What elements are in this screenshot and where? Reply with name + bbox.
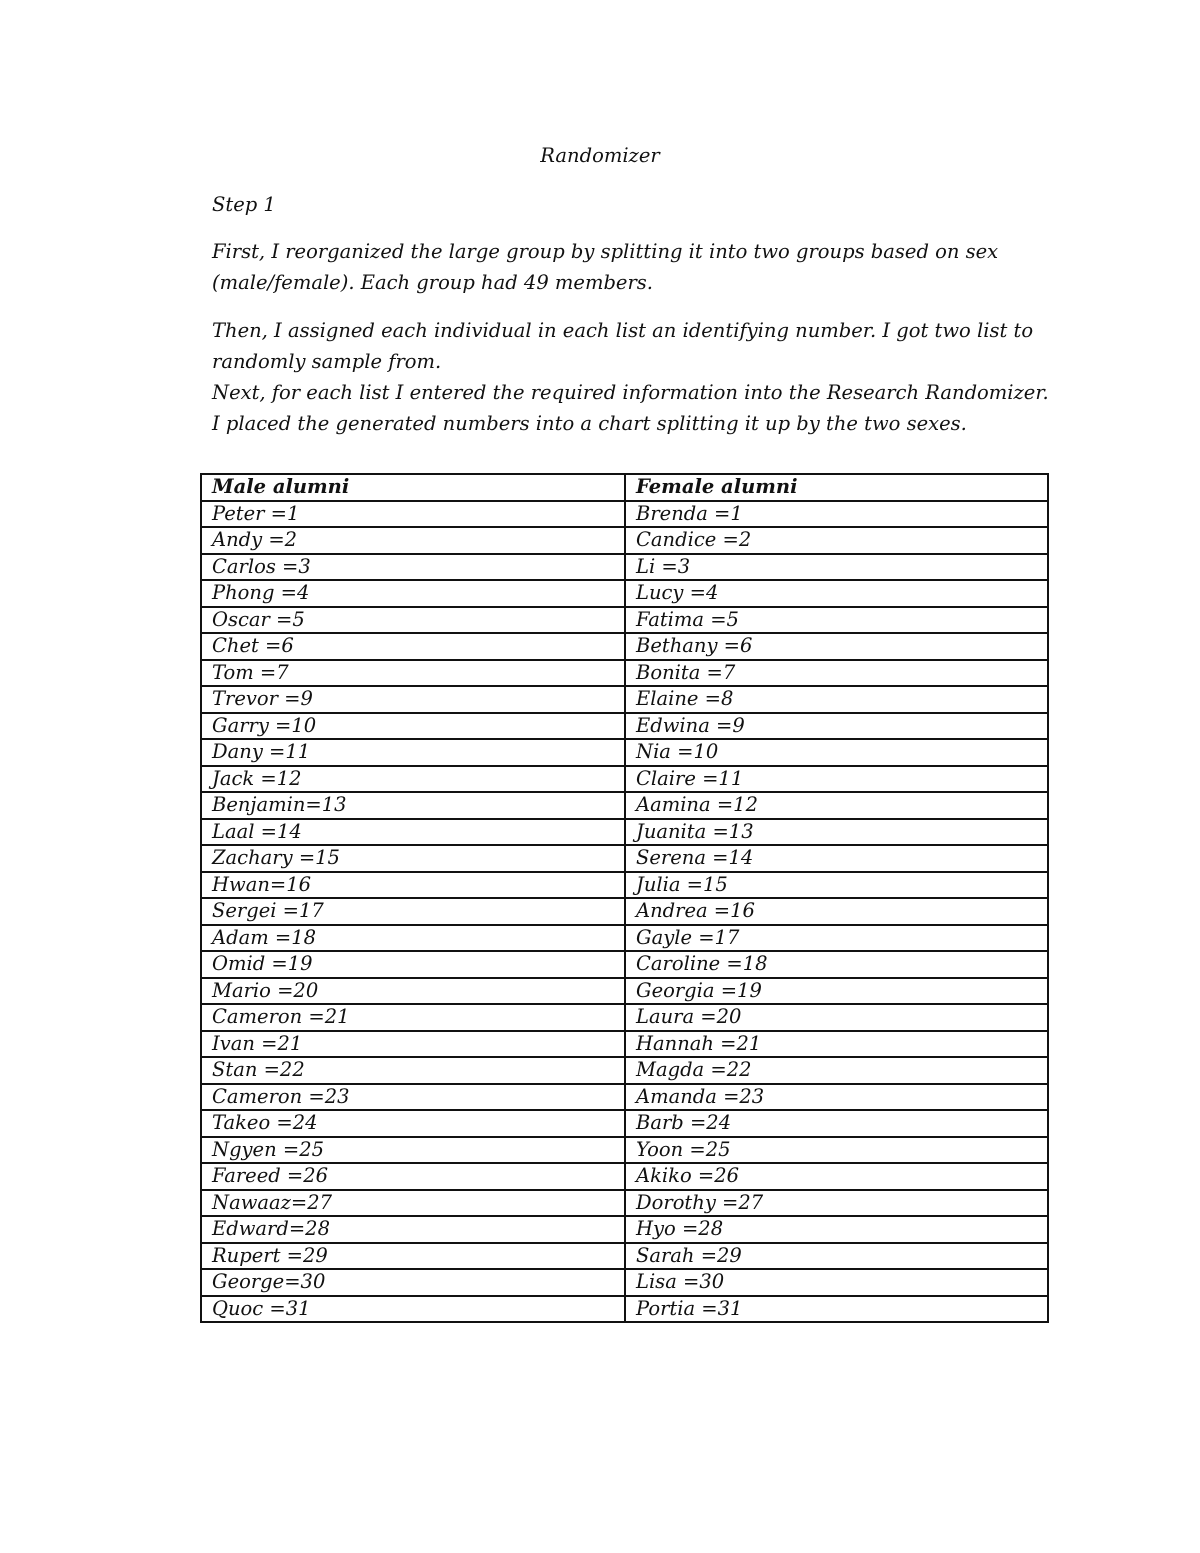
male-alumnus-cell: Edward=28 [201,1216,625,1243]
table-row [201,792,1048,819]
female-alumnus-cell: Georgia =19 [625,978,1048,1005]
paragraph-line: I placed the generated numbers into a chart splitting it up by the two sexes. [212,412,967,435]
female-alumnus-cell: Amanda =23 [625,1084,1048,1111]
female-alumnus-cell: Li =3 [625,554,1048,581]
female-alumnus-cell: Edwina =9 [625,713,1048,740]
table-row [201,607,1048,634]
paragraph-procedure [212,315,1052,439]
male-alumnus-cell: Laal =14 [201,819,625,846]
female-alumnus-cell: Candice =2 [625,527,1048,554]
table-row [201,1031,1048,1058]
female-alumnus-cell: Barb =24 [625,1110,1048,1137]
male-alumnus-cell: Zachary =15 [201,845,625,872]
table-row [201,1084,1048,1111]
female-alumnus-cell: Laura =20 [625,1004,1048,1031]
male-alumnus-cell: Ngyen =25 [201,1137,625,1164]
table-row [201,1296,1048,1323]
female-alumnus-cell: Caroline =18 [625,951,1048,978]
table-row [201,1004,1048,1031]
male-alumnus-cell: Ivan =21 [201,1031,625,1058]
female-alumnus-cell: Fatima =5 [625,607,1048,634]
male-alumnus-cell: Andy =2 [201,527,625,554]
male-alumnus-cell: Rupert =29 [201,1243,625,1270]
male-alumnus-cell: Nawaaz=27 [201,1190,625,1217]
table-body [201,501,1048,1323]
table-row [201,925,1048,952]
table-row [201,580,1048,607]
male-alumnus-cell: Trevor =9 [201,686,625,713]
table-row [201,739,1048,766]
female-alumnus-cell: Nia =10 [625,739,1048,766]
female-alumnus-cell: Bonita =7 [625,660,1048,687]
table-row [201,898,1048,925]
male-alumnus-cell: Takeo =24 [201,1110,625,1137]
paragraph-line: (male/female). Each group had 49 members. [212,271,653,294]
table-row [201,554,1048,581]
female-alumnus-cell: Portia =31 [625,1296,1048,1323]
table-row [201,633,1048,660]
table-row [201,872,1048,899]
table-row [201,1163,1048,1190]
female-alumnus-cell: Julia =15 [625,872,1048,899]
table-row [201,713,1048,740]
document-title: Randomizer [540,144,660,167]
male-alumnus-cell: Mario =20 [201,978,625,1005]
paragraph-line: First, I reorganized the large group by splitting it into two groups based on sex [212,240,999,263]
male-alumnus-cell: Jack =12 [201,766,625,793]
table-row [201,501,1048,528]
male-alumnus-cell: Stan =22 [201,1057,625,1084]
male-alumnus-cell: Adam =18 [201,925,625,952]
table-row [201,527,1048,554]
male-alumnus-cell: Peter =1 [201,501,625,528]
female-alumnus-cell: Aamina =12 [625,792,1048,819]
female-alumnus-cell: Gayle =17 [625,925,1048,952]
table-row [201,1216,1048,1243]
table-row [201,1057,1048,1084]
female-alumnus-cell: Magda =22 [625,1057,1048,1084]
female-alumnus-cell: Serena =14 [625,845,1048,872]
table-row [201,766,1048,793]
paragraph-line: Then, I assigned each individual in each list an identifying number. I got two list to [212,319,1034,342]
female-alumnus-cell: Lucy =4 [625,580,1048,607]
table-row [201,951,1048,978]
female-alumnus-cell: Hannah =21 [625,1031,1048,1058]
alumni-table [200,473,1049,1323]
male-alumnus-cell: Tom =7 [201,660,625,687]
male-alumnus-cell: Benjamin=13 [201,792,625,819]
table-row [201,1110,1048,1137]
female-alumnus-cell: Juanita =13 [625,819,1048,846]
male-alumnus-cell: Cameron =23 [201,1084,625,1111]
female-alumnus-cell: Sarah =29 [625,1243,1048,1270]
male-alumnus-cell: Dany =11 [201,739,625,766]
table-row [201,978,1048,1005]
table-header-row [201,474,1048,501]
female-alumnus-cell: Andrea =16 [625,898,1048,925]
male-alumnus-cell: Carlos =3 [201,554,625,581]
table-row [201,1190,1048,1217]
paragraph-line: randomly sample from. [212,350,442,373]
female-alumnus-cell: Dorothy =27 [625,1190,1048,1217]
table-row [201,1269,1048,1296]
table-row [201,1137,1048,1164]
female-alumnus-cell: Elaine =8 [625,686,1048,713]
paragraph-grouping [212,236,1052,298]
table-row [201,819,1048,846]
female-alumnus-cell: Akiko =26 [625,1163,1048,1190]
male-alumnus-cell: George=30 [201,1269,625,1296]
male-alumnus-cell: Hwan=16 [201,872,625,899]
male-alumnus-cell: Chet =6 [201,633,625,660]
male-alumnus-cell: Cameron =21 [201,1004,625,1031]
male-alumnus-cell: Oscar =5 [201,607,625,634]
female-alumnus-cell: Claire =11 [625,766,1048,793]
female-alumnus-cell: Hyo =28 [625,1216,1048,1243]
column-header-female: Female alumni [625,474,1048,501]
male-alumnus-cell: Quoc =31 [201,1296,625,1323]
female-alumnus-cell: Brenda =1 [625,501,1048,528]
female-alumnus-cell: Lisa =30 [625,1269,1048,1296]
male-alumnus-cell: Fareed =26 [201,1163,625,1190]
male-alumnus-cell: Omid =19 [201,951,625,978]
male-alumnus-cell: Phong =4 [201,580,625,607]
table-row [201,845,1048,872]
paragraph-line: Next, for each list I entered the required information into the Research Randomizer. [212,381,1049,404]
male-alumnus-cell: Sergei =17 [201,898,625,925]
table-row [201,686,1048,713]
column-header-male: Male alumni [201,474,625,501]
table-row [201,660,1048,687]
step-heading: Step 1 [212,193,276,216]
female-alumnus-cell: Yoon =25 [625,1137,1048,1164]
female-alumnus-cell: Bethany =6 [625,633,1048,660]
male-alumnus-cell: Garry =10 [201,713,625,740]
table-row [201,1243,1048,1270]
